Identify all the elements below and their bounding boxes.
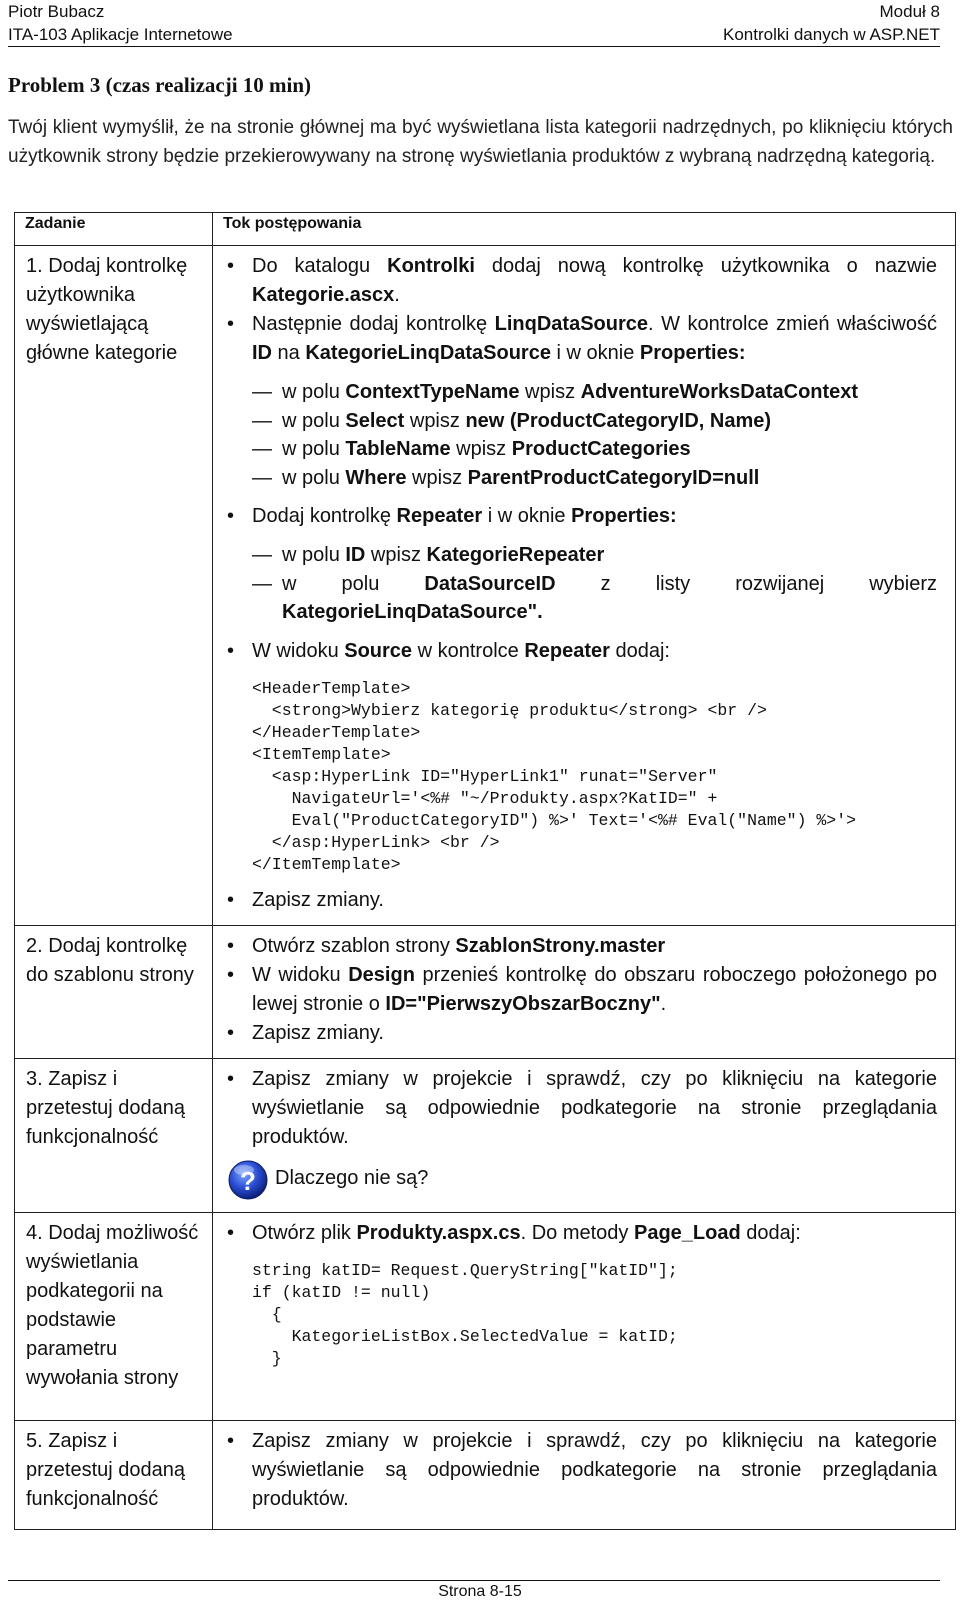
module-number: Moduł 8 [879,2,940,21]
footer-divider [8,1580,940,1581]
task-cell: 1. Dodaj kontrolkę użytkownika wyświetlającą główne kategorie [15,246,213,926]
list-item: — w polu DataSourceID z listy rozwijanej wybierz KategorieLinqDataSource". [225,570,937,627]
task-cell: 2. Dodaj kontrolkę do szablonu strony [15,925,213,1058]
steps-cell [213,925,956,1058]
list-item: — w polu ID wpisz KategorieRepeater [225,541,937,570]
bullet-list [225,1065,937,1152]
code-block: <HeaderTemplate> <strong>Wybierz kategorię produktu</strong> <br /> </HeaderTemplate> <ItemTemplate> <asp:HyperLink ID="HyperLink1" runat="Server" NavigateUrl='<%# "~/Produkty.aspx?KatID=" + Eval("ProductCategoryID") %>' Text='<%# Eval("Name") %>'> </asp:HyperLink> <br /> </ItemTemplate> [252,678,856,874]
course-name: ITA-103 Aplikacje Internetowe [8,25,233,44]
list-item: • Otwórz szablon strony SzablonStrony.master [225,932,937,961]
list-item: • Do katalogu Kontrolki dodaj nową kontrolkę użytkownika o nazwie Kategorie.ascx. [225,252,937,310]
steps-cell [213,1420,956,1530]
list-item: • Dodaj kontrolkę Repeater i w oknie Properties: [225,502,937,531]
task-cell: 3. Zapisz i przetestuj dodaną funkcjonalność [15,1058,213,1212]
code-block: string katID= Request.QueryString["katID"]; if (katID != null) { KategorieListBox.SelectedValue = katID; } [252,1260,678,1368]
list-item: • W widoku Design przenieś kontrolkę do obszaru roboczego położonego po lewej stronie o ID="PierwszyObszarBoczny". [225,961,937,1019]
list-item: • Zapisz zmiany w projekcie i sprawdź, czy po kliknięciu na kategorie wyświetlanie są odpowiednie podkategorie na stronie przeglądania produktów. [225,1427,937,1514]
bullet-list [225,502,937,531]
list-item: • Zapisz zmiany. [225,1019,937,1048]
list-item: — w polu ContextTypeName wpisz AdventureWorksDataContext [225,378,937,407]
table-row [15,1212,956,1420]
problem-intro: Twój klient wymyślił, że na stronie głównej ma być wyświetlana lista kategorii nadrzędnych, po kliknięciu których użytkownik strony będzie przekierowywany na stronę wyświetlania produktów z wybraną nadrzędną kategorią. [8,117,953,167]
list-item: • Następnie dodaj kontrolkę LinqDataSource. W kontrolce zmień właściwość ID na KategorieLinqDataSource i w oknie Properties: [225,310,937,368]
list-item: • Otwórz plik Produkty.aspx.cs. Do metody Page_Load dodaj: [225,1219,937,1248]
steps-cell [213,1058,956,1212]
task-cell: 4. Dodaj możliwość wyświetlania podkategorii na podstawie parametru wywołania strony [15,1212,213,1420]
bullet-list [225,886,937,915]
problem-title: Problem 3 (czas realizacji 10 min) [8,73,312,97]
list-item: — w polu TableName wpisz ProductCategories [225,435,937,464]
dash-list [225,378,937,492]
header-right [723,0,940,46]
table-row [15,246,956,926]
question-icon [228,1160,268,1200]
header-left [8,0,233,46]
bullet-list [225,252,937,368]
table-row [15,1420,956,1530]
steps-cell [213,246,956,926]
page-header [8,0,940,47]
table-row [15,925,956,1058]
steps-cell [213,1212,956,1420]
page-footer [0,1583,960,1601]
list-item: — w polu Where wpisz ParentProductCategoryID=null [225,464,937,493]
bullet-list [225,1427,937,1514]
dash-list [225,541,937,627]
list-item: • W widoku Source w kontrolce Repeater dodaj: [225,637,937,666]
svg-text:?: ? [240,1165,256,1196]
steps-table [14,212,956,1530]
task-cell: 5. Zapisz i przetestuj dodaną funkcjonalność [15,1420,213,1530]
module-title: Kontrolki danych w ASP.NET [722,25,940,44]
list-item: • Zapisz zmiany w projekcie i sprawdź, czy po kliknięciu na kategorie wyświetlanie są odpowiednie podkategorie na stronie przeglądania produktów. [225,1065,937,1152]
bullet-list [225,932,937,1048]
question-row [225,1158,937,1202]
bullet-list [225,637,937,666]
table-header-row [15,213,956,246]
table-row [15,1058,956,1212]
page-number: Strona 8-15 [438,1583,522,1600]
column-header-steps: Tok postępowania [213,213,956,246]
bullet-list [225,1219,937,1248]
column-header-task: Zadanie [15,213,213,246]
question-text: Dlaczego nie są? [275,1166,429,1189]
list-item: • Zapisz zmiany. [225,886,937,915]
list-item: — w polu Select wpisz new (ProductCategoryID, Name) [225,407,937,436]
author-name: Piotr Bubacz [8,2,105,21]
